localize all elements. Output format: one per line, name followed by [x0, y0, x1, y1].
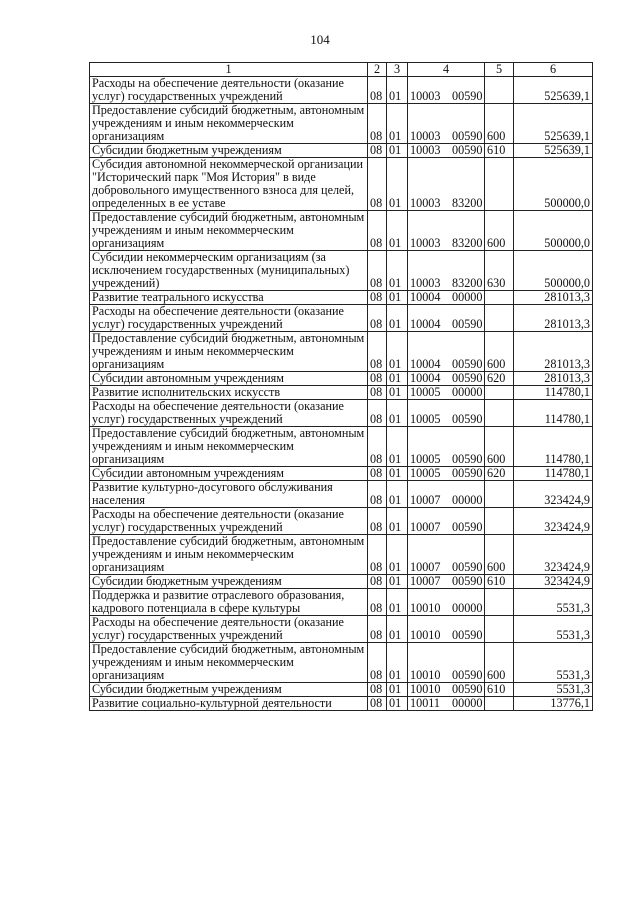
table-body: [90, 77, 593, 711]
target-code-direction: 00000: [452, 696, 483, 710]
amount: 5531,3: [514, 589, 593, 616]
expense-type-code: [485, 616, 514, 643]
expense-type-code: [485, 589, 514, 616]
expense-type-code: 630: [485, 251, 514, 291]
amount: 114780,1: [514, 386, 593, 400]
table-row: [90, 104, 593, 144]
expense-type-code: 620: [485, 467, 514, 481]
amount: 525639,1: [514, 77, 593, 104]
target-code-program: 10005: [410, 385, 441, 399]
target-code: [408, 291, 485, 305]
target-code-program: 10005: [410, 452, 441, 466]
table-row: [90, 305, 593, 332]
item-name: Субсидии некоммерческим организациям (за исключением государственных (муниципальных) учреждений): [90, 251, 368, 291]
target-code: [408, 683, 485, 697]
target-code-program: 10004: [410, 357, 441, 371]
item-name: Субсидии автономным учреждениям: [90, 467, 368, 481]
table-row: [90, 508, 593, 535]
table-row: [90, 158, 593, 211]
section-code: 08: [368, 144, 387, 158]
item-name: Предоставление субсидий бюджетным, автономным учреждениям и иным некоммерческим организациям: [90, 104, 368, 144]
target-code: [408, 467, 485, 481]
expense-type-code: 610: [485, 144, 514, 158]
table-row: [90, 481, 593, 508]
target-code-direction: 83200: [452, 276, 483, 290]
expense-type-code: [485, 481, 514, 508]
subsection-code: 01: [387, 104, 408, 144]
subsection-code: 01: [387, 643, 408, 683]
expense-type-code: 610: [485, 575, 514, 589]
item-name: Расходы на обеспечение деятельности (оказание услуг) государственных учреждений: [90, 305, 368, 332]
section-code: 08: [368, 589, 387, 616]
expense-type-code: 600: [485, 427, 514, 467]
target-code-program: 10007: [410, 574, 441, 588]
section-code: 08: [368, 386, 387, 400]
target-code: [408, 386, 485, 400]
expense-type-code: [485, 508, 514, 535]
target-code-program: 10003: [410, 129, 441, 143]
target-code: [408, 400, 485, 427]
amount: 281013,3: [514, 305, 593, 332]
target-code-program: 10003: [410, 143, 441, 157]
subsection-code: 01: [387, 372, 408, 386]
section-code: 08: [368, 305, 387, 332]
target-code: [408, 158, 485, 211]
amount: 323424,9: [514, 575, 593, 589]
section-code: 08: [368, 372, 387, 386]
target-code: [408, 697, 485, 711]
subsection-code: 01: [387, 427, 408, 467]
table-row: [90, 643, 593, 683]
table-row: [90, 372, 593, 386]
section-code: 08: [368, 251, 387, 291]
table-row: [90, 535, 593, 575]
target-code: [408, 305, 485, 332]
target-code: [408, 372, 485, 386]
amount: 525639,1: [514, 144, 593, 158]
header-col-6: 6: [514, 63, 593, 77]
section-code: 08: [368, 616, 387, 643]
expense-type-code: 620: [485, 372, 514, 386]
target-code: [408, 643, 485, 683]
section-code: 08: [368, 683, 387, 697]
amount: 114780,1: [514, 400, 593, 427]
section-code: 08: [368, 158, 387, 211]
target-code-direction: 83200: [452, 236, 483, 250]
target-code: [408, 332, 485, 372]
section-code: 08: [368, 697, 387, 711]
subsection-code: 01: [387, 683, 408, 697]
table-row: [90, 697, 593, 711]
header-col-1: 1: [90, 63, 368, 77]
target-code-program: 10004: [410, 317, 441, 331]
target-code-program: 10005: [410, 412, 441, 426]
item-name: Субсидия автономной некоммерческой организации "Исторический парк "Моя История" в виде добровольного имущественного взноса для целей, определенных в ее уставе: [90, 158, 368, 211]
target-code-program: 10003: [410, 236, 441, 250]
target-code-program: 10004: [410, 290, 441, 304]
target-code-program: 10010: [410, 628, 441, 642]
table-row: [90, 400, 593, 427]
table-row: [90, 77, 593, 104]
expense-type-code: 600: [485, 535, 514, 575]
subsection-code: 01: [387, 332, 408, 372]
item-name: Развитие культурно-досугового обслуживания населения: [90, 481, 368, 508]
target-code: [408, 427, 485, 467]
target-code-direction: 00590: [452, 520, 483, 534]
target-code-direction: 00590: [452, 412, 483, 426]
item-name: Развитие исполнительских искусств: [90, 386, 368, 400]
section-code: 08: [368, 467, 387, 481]
subsection-code: 01: [387, 589, 408, 616]
target-code-direction: 00000: [452, 385, 483, 399]
expense-type-code: 600: [485, 211, 514, 251]
subsection-code: 01: [387, 158, 408, 211]
target-code-direction: 00590: [452, 89, 483, 103]
item-name: Расходы на обеспечение деятельности (оказание услуг) государственных учреждений: [90, 400, 368, 427]
target-code: [408, 144, 485, 158]
budget-table: [89, 62, 593, 711]
subsection-code: 01: [387, 291, 408, 305]
amount: 323424,9: [514, 481, 593, 508]
target-code: [408, 104, 485, 144]
amount: 281013,3: [514, 291, 593, 305]
target-code-direction: 83200: [452, 196, 483, 210]
expense-type-code: 600: [485, 104, 514, 144]
target-code-program: 10010: [410, 682, 441, 696]
expense-type-code: [485, 291, 514, 305]
subsection-code: 01: [387, 535, 408, 575]
section-code: 08: [368, 291, 387, 305]
item-name: Субсидии бюджетным учреждениям: [90, 575, 368, 589]
amount: 500000,0: [514, 211, 593, 251]
subsection-code: 01: [387, 575, 408, 589]
table-row: [90, 291, 593, 305]
target-code-program: 10007: [410, 560, 441, 574]
expense-type-code: 600: [485, 643, 514, 683]
amount: 323424,9: [514, 508, 593, 535]
target-code: [408, 616, 485, 643]
amount: 5531,3: [514, 683, 593, 697]
subsection-code: 01: [387, 305, 408, 332]
expense-type-code: 600: [485, 332, 514, 372]
table-row: [90, 616, 593, 643]
target-code-direction: 00590: [452, 143, 483, 157]
section-code: 08: [368, 427, 387, 467]
table-row: [90, 251, 593, 291]
header-col-3: 3: [387, 63, 408, 77]
subsection-code: 01: [387, 144, 408, 158]
header-row: [90, 63, 593, 77]
target-code-program: 10010: [410, 601, 441, 615]
item-name: Предоставление субсидий бюджетным, автономным учреждениям и иным некоммерческим организациям: [90, 332, 368, 372]
target-code: [408, 575, 485, 589]
expense-type-code: [485, 305, 514, 332]
section-code: 08: [368, 481, 387, 508]
target-code: [408, 508, 485, 535]
table-header: [90, 63, 593, 77]
item-name: Предоставление субсидий бюджетным, автономным учреждениям и иным некоммерческим организациям: [90, 535, 368, 575]
expense-type-code: [485, 77, 514, 104]
target-code: [408, 535, 485, 575]
target-code-direction: 00590: [452, 317, 483, 331]
target-code-program: 10010: [410, 668, 441, 682]
target-code-direction: 00590: [452, 668, 483, 682]
expense-type-code: 610: [485, 683, 514, 697]
page-number: 104: [310, 32, 330, 47]
section-code: 08: [368, 104, 387, 144]
target-code-direction: 00000: [452, 601, 483, 615]
target-code: [408, 77, 485, 104]
target-code-direction: 00590: [452, 560, 483, 574]
table-row: [90, 589, 593, 616]
expense-type-code: [485, 400, 514, 427]
section-code: 08: [368, 575, 387, 589]
subsection-code: 01: [387, 251, 408, 291]
target-code-program: 10003: [410, 196, 441, 210]
item-name: Расходы на обеспечение деятельности (оказание услуг) государственных учреждений: [90, 508, 368, 535]
target-code-direction: 00000: [452, 290, 483, 304]
target-code-program: 10011: [410, 696, 441, 710]
header-col-4: 4: [408, 63, 485, 77]
item-name: Предоставление субсидий бюджетным, автономным учреждениям и иным некоммерческим организациям: [90, 643, 368, 683]
table-row: [90, 211, 593, 251]
subsection-code: 01: [387, 481, 408, 508]
subsection-code: 01: [387, 616, 408, 643]
subsection-code: 01: [387, 211, 408, 251]
expense-type-code: [485, 158, 514, 211]
target-code-direction: 00590: [452, 371, 483, 385]
item-name: Субсидии бюджетным учреждениям: [90, 144, 368, 158]
table-row: [90, 332, 593, 372]
amount: 114780,1: [514, 427, 593, 467]
target-code-program: 10003: [410, 89, 441, 103]
target-code-direction: 00590: [452, 682, 483, 696]
item-name: Развитие социально-культурной деятельности: [90, 697, 368, 711]
subsection-code: 01: [387, 697, 408, 711]
target-code: [408, 251, 485, 291]
target-code-direction: 00590: [452, 574, 483, 588]
amount: 525639,1: [514, 104, 593, 144]
target-code-program: 10005: [410, 466, 441, 480]
amount: 281013,3: [514, 332, 593, 372]
expense-type-code: [485, 386, 514, 400]
subsection-code: 01: [387, 77, 408, 104]
amount: 500000,0: [514, 251, 593, 291]
target-code: [408, 211, 485, 251]
target-code-direction: 00590: [452, 357, 483, 371]
amount: 114780,1: [514, 467, 593, 481]
amount: 5531,3: [514, 616, 593, 643]
expense-type-code: [485, 697, 514, 711]
item-name: Расходы на обеспечение деятельности (оказание услуг) государственных учреждений: [90, 616, 368, 643]
target-code-direction: 00590: [452, 129, 483, 143]
table-row: [90, 144, 593, 158]
section-code: 08: [368, 508, 387, 535]
target-code-direction: 00590: [452, 452, 483, 466]
table-row: [90, 683, 593, 697]
subsection-code: 01: [387, 508, 408, 535]
item-name: Субсидии автономным учреждениям: [90, 372, 368, 386]
item-name: Субсидии бюджетным учреждениям: [90, 683, 368, 697]
section-code: 08: [368, 77, 387, 104]
target-code-program: 10004: [410, 371, 441, 385]
table-row: [90, 467, 593, 481]
section-code: 08: [368, 211, 387, 251]
table-row: [90, 427, 593, 467]
subsection-code: 01: [387, 386, 408, 400]
target-code: [408, 589, 485, 616]
amount: 13776,1: [514, 697, 593, 711]
header-col-5: 5: [485, 63, 514, 77]
amount: 5531,3: [514, 643, 593, 683]
item-name: Развитие театрального искусства: [90, 291, 368, 305]
table-row: [90, 386, 593, 400]
subsection-code: 01: [387, 467, 408, 481]
section-code: 08: [368, 400, 387, 427]
item-name: Расходы на обеспечение деятельности (оказание услуг) государственных учреждений: [90, 77, 368, 104]
target-code-program: 10007: [410, 520, 441, 534]
target-code-program: 10007: [410, 493, 441, 507]
amount: 323424,9: [514, 535, 593, 575]
item-name: Предоставление субсидий бюджетным, автономным учреждениям и иным некоммерческим организациям: [90, 211, 368, 251]
target-code: [408, 481, 485, 508]
section-code: 08: [368, 535, 387, 575]
subsection-code: 01: [387, 400, 408, 427]
target-code-direction: 00000: [452, 493, 483, 507]
section-code: 08: [368, 332, 387, 372]
target-code-direction: 00590: [452, 628, 483, 642]
target-code-direction: 00590: [452, 466, 483, 480]
table-row: [90, 575, 593, 589]
amount: 281013,3: [514, 372, 593, 386]
header-col-2: 2: [368, 63, 387, 77]
amount: 500000,0: [514, 158, 593, 211]
item-name: Предоставление субсидий бюджетным, автономным учреждениям и иным некоммерческим организациям: [90, 427, 368, 467]
section-code: 08: [368, 643, 387, 683]
target-code-program: 10003: [410, 276, 441, 290]
item-name: Поддержка и развитие отраслевого образования, кадрового потенциала в сфере культуры: [90, 589, 368, 616]
